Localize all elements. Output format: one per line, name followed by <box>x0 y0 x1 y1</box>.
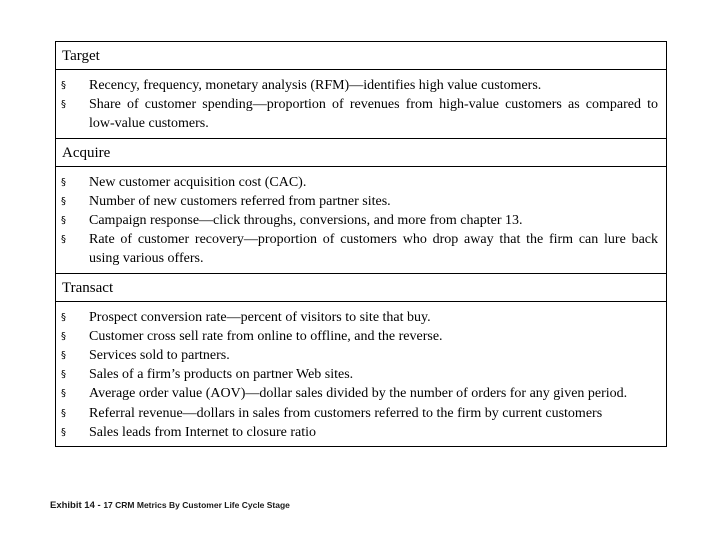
list-item <box>60 423 658 442</box>
section-body-target <box>56 70 666 139</box>
section-body-transact <box>56 302 666 446</box>
list-item <box>60 308 658 327</box>
list-item <box>60 192 658 211</box>
list-item <box>60 365 658 384</box>
list-item <box>60 230 658 268</box>
bullet-icon: § <box>61 99 66 111</box>
exhibit-caption-prefix: Exhibit 14 - <box>50 500 104 511</box>
bullet-icon: § <box>61 215 66 227</box>
list-item-text: Services sold to partners. <box>89 348 230 364</box>
list-item <box>60 95 658 133</box>
list-item-text: Recency, frequency, monetary analysis (RFM)—identifies high value customers. <box>89 78 542 93</box>
bullet-icon: § <box>61 195 66 207</box>
exhibit-caption <box>50 500 290 511</box>
list-item-text: Customer cross sell rate from online to offline, and the reverse. <box>89 328 443 344</box>
list-item-text: Rate of customer recovery—proportion of customers who drop away that the firm can lure back using various offers. <box>89 232 658 267</box>
section-header-target: Target <box>56 42 666 70</box>
bullet-icon: § <box>61 234 66 246</box>
exhibit-caption-text: 17 CRM Metrics By Customer Life Cycle Stage <box>103 500 290 510</box>
list-item <box>60 211 658 230</box>
list-item-text: New customer acquisition cost (CAC). <box>89 174 307 190</box>
list-item-text: Average order value (AOV)—dollar sales divided by the number of orders for any given period. <box>89 386 628 402</box>
bullet-icon: § <box>61 311 66 323</box>
section-header-transact: Transact <box>56 274 666 302</box>
list-item-text: Share of customer spending—proportion of revenues from high-value customers as compared to low-value customers. <box>89 97 658 132</box>
list-item <box>60 327 658 346</box>
list-item-text: Prospect conversion rate—percent of visitors to site that buy. <box>89 309 431 325</box>
bullet-icon: § <box>61 369 66 381</box>
bullet-icon: § <box>61 426 66 438</box>
list-item <box>60 346 658 365</box>
bullet-icon: § <box>61 330 66 342</box>
list-item-text: Referral revenue—dollars in sales from customers referred to the firm by current customers <box>89 405 603 421</box>
list-item-text: Number of new customers referred from partner sites. <box>89 193 391 209</box>
list-item <box>60 76 658 95</box>
list-item <box>60 384 658 403</box>
list-item <box>60 173 658 192</box>
list-item-text: Sales of a firm’s products on partner Web sites. <box>89 367 354 383</box>
bullet-icon: § <box>61 350 66 362</box>
section-header-acquire: Acquire <box>56 139 666 167</box>
list-item-text: Campaign response—click throughs, conversions, and more from chapter 13. <box>89 213 523 229</box>
crm-metrics-table <box>55 41 667 447</box>
list-item-text: Sales leads from Internet to closure ratio <box>89 424 317 440</box>
bullet-icon: § <box>61 388 66 400</box>
section-body-acquire <box>56 167 666 274</box>
list-item <box>60 404 658 423</box>
bullet-icon: § <box>61 407 66 419</box>
bullet-icon: § <box>61 80 66 91</box>
bullet-icon: § <box>61 176 66 188</box>
